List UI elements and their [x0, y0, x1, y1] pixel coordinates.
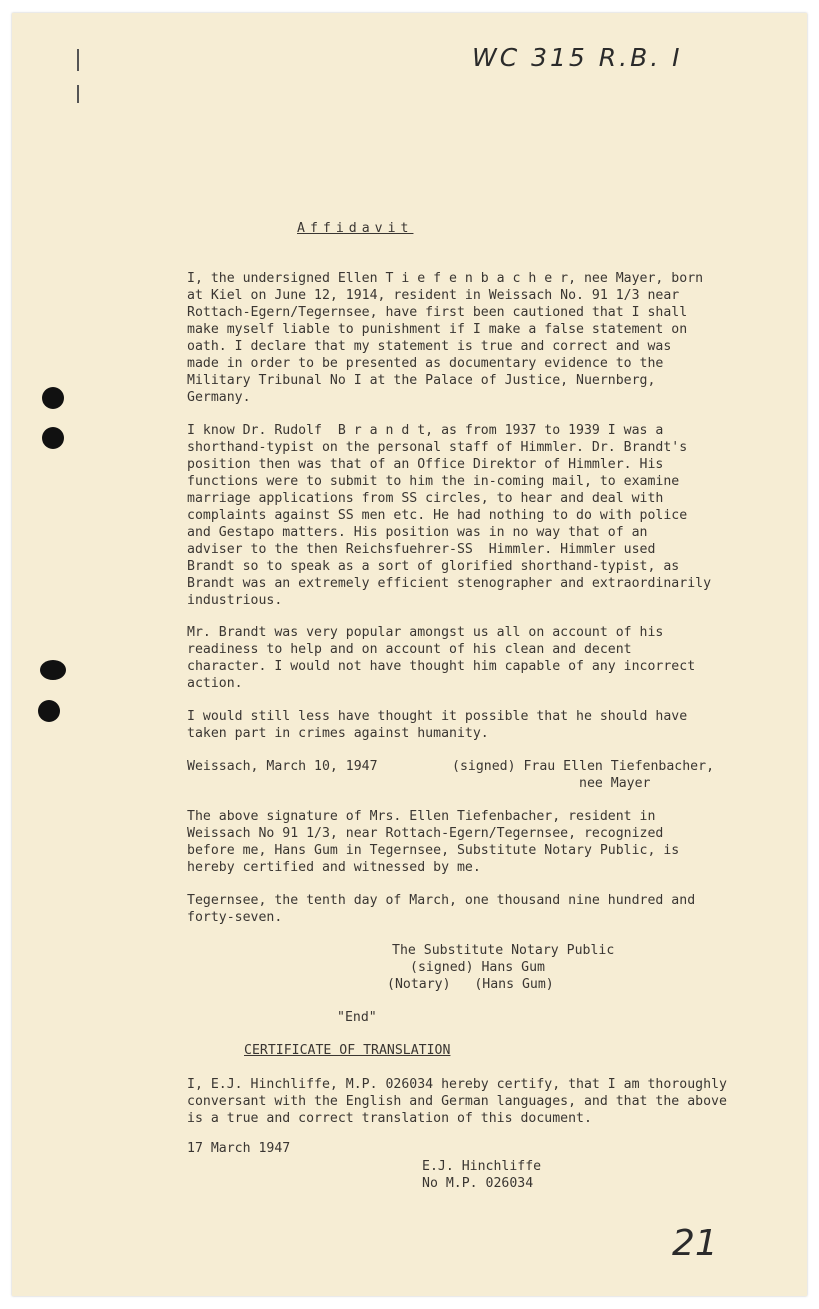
- text-line: The above signature of Mrs. Ellen Tiefenbacher, resident in: [187, 809, 656, 824]
- page-title: Affidavit: [297, 221, 414, 236]
- place-date: Weissach, March 10, 1947: [187, 759, 378, 774]
- text-line: and Gestapo matters. His position was in no way that of an: [187, 525, 648, 540]
- signed-line: nee Mayer: [579, 776, 651, 791]
- margin-tick-mark: [77, 85, 79, 103]
- notary-signed: (signed) Hans Gum: [410, 960, 545, 975]
- text-line: character. I would not have thought him capable of any incorrect: [187, 659, 696, 674]
- page-number: 21: [672, 1223, 718, 1264]
- text-line: Tegernsee, the tenth day of March, one thousand nine hundred and: [187, 893, 696, 908]
- text-line: make myself liable to punishment if I make a false statement on: [187, 322, 688, 337]
- text-line: hereby certified and witnessed by me.: [187, 860, 481, 875]
- punch-hole: [42, 387, 64, 409]
- text-line: industrious.: [187, 593, 283, 608]
- text-line: I would still less have thought it possible that he should have: [187, 709, 688, 724]
- text-line: Weissach No 91 1/3, near Rottach-Egern/Tegernsee, recognized: [187, 826, 664, 841]
- punch-hole: [40, 660, 66, 680]
- notary-name: (Notary) (Hans Gum): [387, 977, 554, 992]
- text-line: taken part in crimes against humanity.: [187, 726, 489, 741]
- translator-name: E.J. Hinchliffe: [422, 1159, 542, 1174]
- signed-line: (signed) Frau Ellen Tiefenbacher,: [452, 759, 715, 774]
- text-line: I, E.J. Hinchliffe, M.P. 026034 hereby certify, that I am thoroughly: [187, 1077, 727, 1092]
- document-page: [12, 13, 807, 1296]
- text-line: functions were to submit to him the in-coming mail, to examine: [187, 474, 680, 489]
- text-line: shorthand-typist on the personal staff of Himmler. Dr. Brandt's: [187, 440, 688, 455]
- text-line: before me, Hans Gum in Tegernsee, Substitute Notary Public, is: [187, 843, 680, 858]
- text-line: conversant with the English and German languages, and that the above: [187, 1094, 727, 1109]
- certificate-heading: CERTIFICATE OF TRANSLATION: [244, 1043, 451, 1058]
- punch-hole: [42, 427, 64, 449]
- end-marker: "End": [337, 1010, 377, 1025]
- certificate-date: 17 March 1947: [187, 1141, 291, 1156]
- text-line: I know Dr. Rudolf B r a n d t, as from 1937 to 1939 I was a: [187, 423, 664, 438]
- text-line: readiness to help and on account of his clean and decent: [187, 642, 632, 657]
- text-line: position then was that of an Office Direktor of Himmler. His: [187, 457, 664, 472]
- text-line: made in order to be presented as documentary evidence to the: [187, 356, 664, 371]
- text-line: Germany.: [187, 390, 251, 405]
- text-line: is a true and correct translation of this document.: [187, 1111, 592, 1126]
- text-line: forty-seven.: [187, 910, 283, 925]
- margin-tick-mark: [77, 49, 79, 71]
- text-line: marriage applications from SS circles, to hear and deal with: [187, 491, 664, 506]
- text-line: I, the undersigned Ellen T i e f e n b a c h e r, nee Mayer, born: [187, 271, 704, 286]
- text-line: Mr. Brandt was very popular amongst us all on account of his: [187, 625, 664, 640]
- notary-title: The Substitute Notary Public: [392, 943, 615, 958]
- text-line: adviser to the then Reichsfuehrer-SS Himmler. Himmler used: [187, 542, 656, 557]
- punch-hole: [38, 700, 60, 722]
- text-line: action.: [187, 676, 243, 691]
- text-line: Brandt so to speak as a sort of glorified shorthand-typist, as: [187, 559, 680, 574]
- text-line: at Kiel on June 12, 1914, resident in Weissach No. 91 1/3 near: [187, 288, 680, 303]
- text-line: Military Tribunal No I at the Palace of Justice, Nuernberg,: [187, 373, 656, 388]
- text-line: Brandt was an extremely efficient stenographer and extraordinarily: [187, 576, 712, 591]
- translator-number: No M.P. 026034: [422, 1176, 534, 1191]
- text-line: oath. I declare that my statement is true and correct and was: [187, 339, 672, 354]
- text-line: complaints against SS men etc. He had nothing to do with police: [187, 508, 688, 523]
- text-line: Rottach-Egern/Tegernsee, have first been cautioned that I shall: [187, 305, 688, 320]
- archive-reference: WC 315 R.B. I: [472, 43, 683, 72]
